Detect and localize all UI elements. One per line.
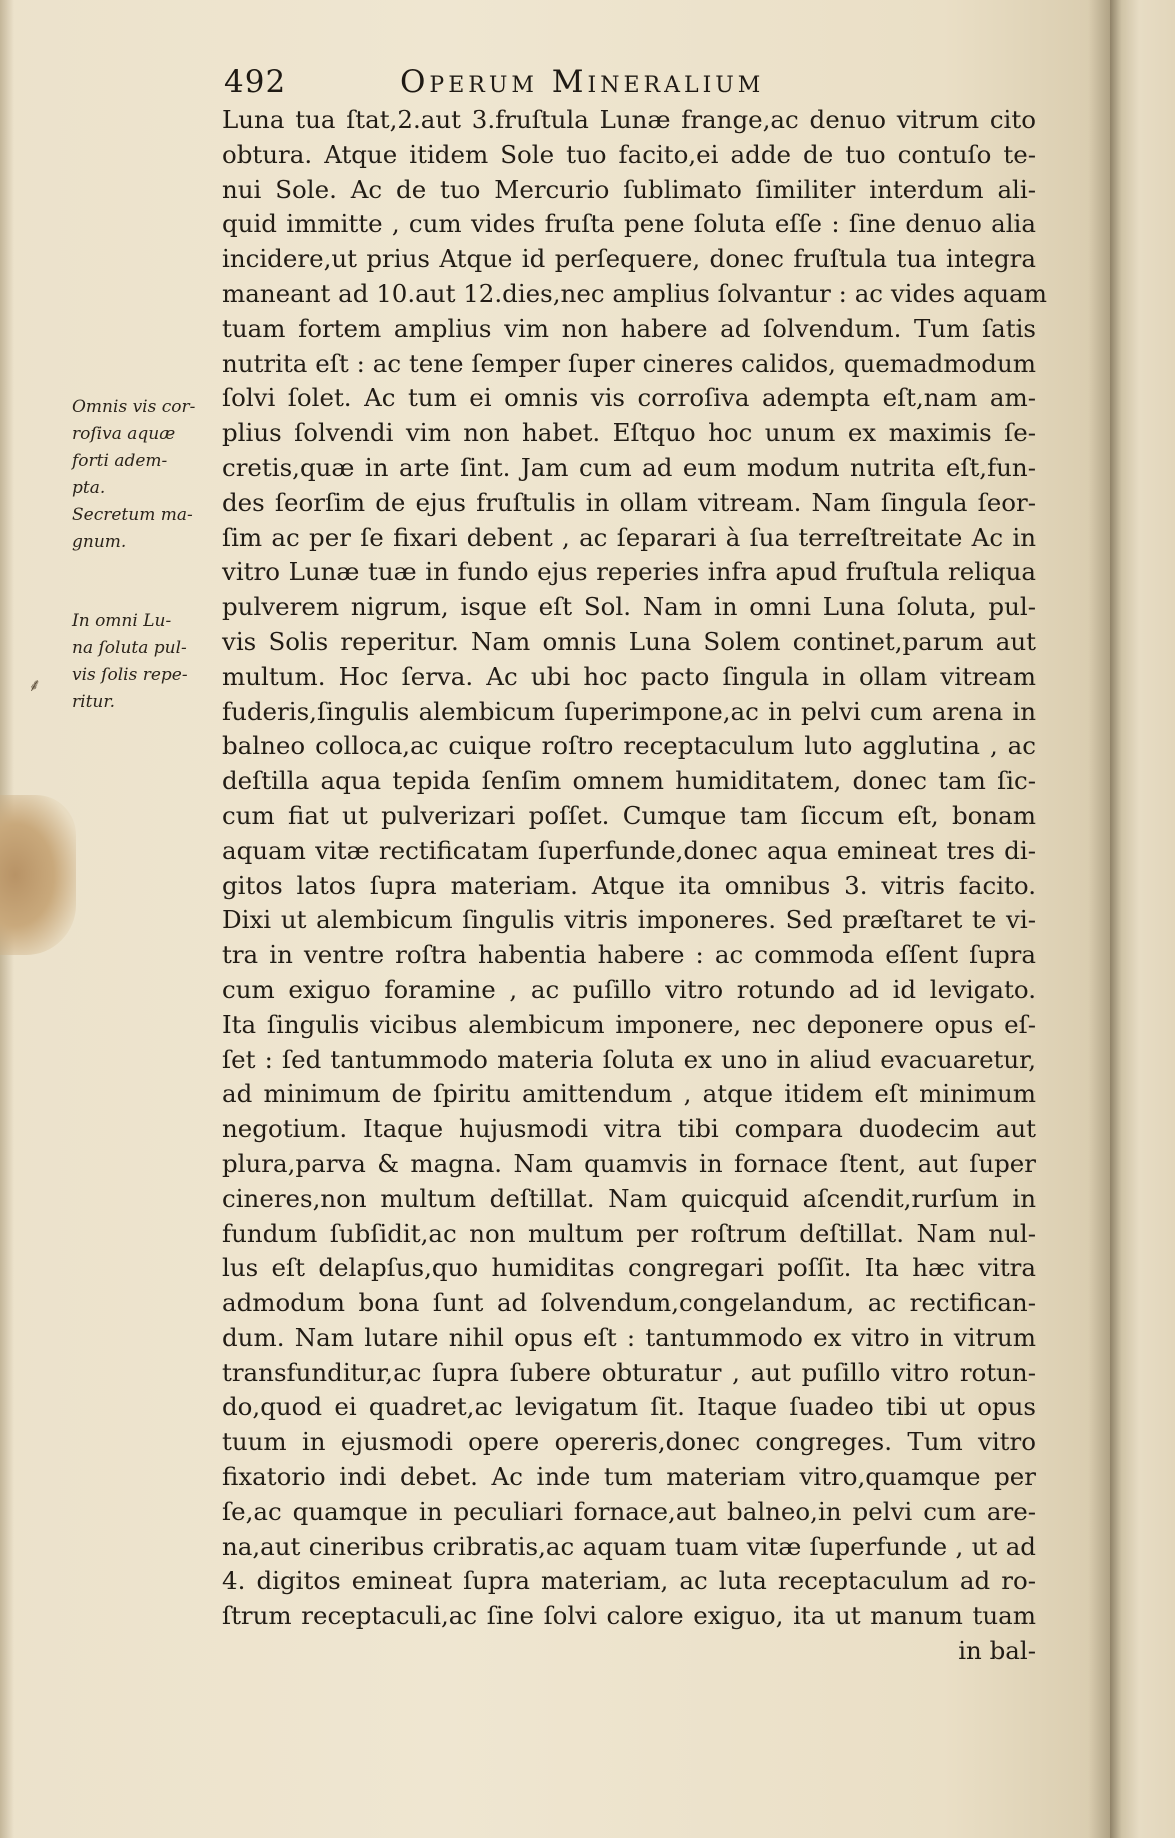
page-number: 492 (224, 64, 287, 100)
text-line: quid immitte , cum vides fruſta pene ſoluta eſſe : ſine denuo alia (222, 209, 1036, 239)
margin-note-line: Secretum ma- (72, 505, 193, 525)
text-line: plius ſolvendi vim non habet. Eſtquo hoc unum ex maximis ſe- (222, 418, 1036, 448)
margin-note (72, 608, 212, 716)
text-line: Dixi ut alembicum ſingulis vitris imponeres. Sed præſtaret te vi- (222, 905, 1036, 935)
text-line: cineres,non multum deſtillat. Nam quicquid aſcendit,rurſum in (222, 1183, 1036, 1213)
text-line: tuam fortem amplius vim non habere ad ſolvendum. Tum ſatis (222, 313, 1036, 343)
text-line: tra in ventre roſtra habentia habere : ac commoda eſſent ſupra (222, 940, 1036, 970)
facing-page-edge (1110, 0, 1175, 1838)
text-line: ſe,ac quamque in peculiari fornace,aut balneo,in pelvi cum are- (222, 1496, 1036, 1526)
text-line: des ſeorſim de ejus fruſtulis in ollam vitream. Nam ſingula ſeor- (222, 487, 1036, 517)
text-line: gitos latos ſupra materiam. Atque ita omnibus 3. vitris facito. (222, 870, 1036, 900)
text-line: ſolvi ſolet. Ac tum ei omnis vis corroſiva adempta eſt,nam am- (222, 383, 1036, 413)
text-line: negotium. Itaque hujusmodi vitra tibi compara duodecim aut (222, 1114, 1036, 1144)
text-line: deſtilla aqua tepida ſenſim omnem humiditatem, donec tam ſic- (222, 766, 1036, 796)
manuscript-mark-icon: ⸙ (28, 675, 42, 696)
text-line: vis Solis reperitur. Nam omnis Luna Solem continet,parum aut (222, 626, 1036, 656)
margin-note-line: forti adem- (72, 451, 168, 471)
text-line: pulverem nigrum, isque eſt Sol. Nam in omni Luna ſoluta, pul- (222, 592, 1036, 622)
margin-note-line: vis ſolis repe- (72, 665, 188, 685)
catchword: in bal- (958, 1636, 1036, 1666)
margin-note-line: Omnis vis cor- (72, 397, 196, 417)
text-line: ſim ac per ſe fixari debent , ac ſeparari à ſua terreſtreitate Ac in (222, 522, 1036, 552)
text-line: Ita ſingulis vicibus alembicum imponere, nec deponere opus eſ- (222, 1009, 1036, 1039)
text-line: ad minimum de ſpiritu amittendum , atque itidem eſt minimum (222, 1079, 1036, 1109)
text-line: do,quod ei quadret,ac levigatum ſit. Itaque ſuadeo tibi ut opus (222, 1392, 1036, 1422)
text-line: fuderis,ſingulis alembicum ſuperimpone,ac in pelvi cum arena in (222, 696, 1036, 726)
text-line: ſtrum receptaculi,ac ſine ſolvi calore exiguo, ita ut manum tuam (222, 1601, 1036, 1631)
margin-note-line: ritur. (72, 692, 116, 712)
text-line: lus eſt delapſus,quo humiditas congregari poſſit. Ita hæc vitra (222, 1253, 1036, 1283)
text-line: tuum in ejusmodi opere opereris,donec congreges. Tum vitro (222, 1427, 1036, 1457)
text-line: vitro Lunæ tuæ in fundo ejus reperies infra apud fruſtula reliqua (222, 557, 1036, 587)
text-line: transfunditur,ac ſupra ſubere obturatur , aut puſillo vitro rotun- (222, 1357, 1036, 1387)
margin-note-line: roſiva aquæ (72, 424, 176, 444)
margin-note-line: na ſoluta pul- (72, 638, 187, 658)
text-line: incidere,ut prius Atque id perſequere, donec fruſtula tua integra (222, 244, 1036, 274)
text-line: obtura. Atque itidem Sole tuo facito,ei adde de tuo contuſo te- (222, 139, 1036, 169)
text-line: cretis,quæ in arte ſint. Jam cum ad eum modum nutrita eſt,fun- (222, 452, 1036, 482)
paper-stain (0, 795, 76, 955)
text-line: na,aut cineribus cribratis,ac aquam tuam vitæ ſuperfunde , ut ad (222, 1531, 1036, 1561)
margin-note-line: gnum. (72, 532, 127, 552)
text-line: Luna tua ſtat,2.aut 3.fruſtula Lunæ frange,ac denuo vitrum cito (222, 105, 1036, 134)
text-line: 4. digitos emineat ſupra materiam, ac luta receptaculum ad ro- (222, 1566, 1036, 1596)
text-line: fundum ſubſidit,ac non multum per roſtrum deſtillat. Nam nul- (222, 1218, 1036, 1248)
margin-note-line: pta. (72, 478, 106, 498)
text-line: admodum bona ſunt ad ſolvendum,congelandum, ac rectifican- (222, 1288, 1036, 1318)
running-title: Operum Mineralium (400, 64, 765, 100)
text-line: ſet : ſed tantummodo materia ſoluta ex uno in aliud evacuaretur, (222, 1044, 1036, 1074)
main-text-block (222, 103, 1047, 1669)
text-line: nutrita eſt : ac tene ſemper ſuper cineres calidos, quemadmodum (222, 348, 1036, 378)
text-line: balneo colloca,ac cuique roſtro receptaculum luto agglutina , ac (222, 731, 1036, 761)
text-line: maneant ad 10.aut 12.dies,nec amplius ſolvantur : ac vides aquam (222, 278, 1047, 308)
text-line: nui Sole. Ac de tuo Mercurio ſublimato ſimiliter interdum ali- (222, 174, 1036, 204)
margin-note-line: In omni Lu- (72, 611, 172, 631)
text-line: dum. Nam lutare nihil opus eſt : tantummodo ex vitro in vitrum (222, 1322, 1036, 1352)
text-line: aquam vitæ rectificatam ſuperfunde,donec aqua emineat tres di- (222, 835, 1036, 865)
text-line: fixatorio indi debet. Ac inde tum materiam vitro,quamque per (222, 1462, 1036, 1492)
margin-note (72, 394, 212, 556)
text-line: multum. Hoc ſerva. Ac ubi hoc pacto ſingula in ollam vitream (222, 661, 1036, 691)
text-line: plura,parva & magna. Nam quamvis in fornace ſtent, aut ſuper (222, 1148, 1036, 1178)
text-line: cum exiguo foramine , ac puſillo vitro rotundo ad id levigato. (222, 974, 1036, 1004)
text-line: cum fiat ut pulverizari poſſet. Cumque tam ſiccum eſt, bonam (222, 800, 1036, 830)
